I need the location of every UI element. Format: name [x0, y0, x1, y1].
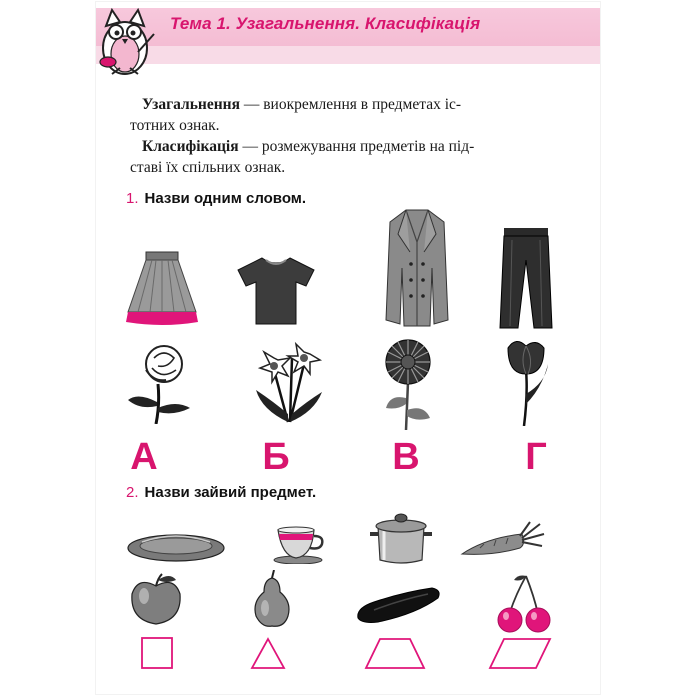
- answer-letter-v: В: [392, 436, 420, 478]
- definition-text-cont: ставі їх спільних ознак.: [130, 159, 286, 176]
- pot-icon: [366, 510, 436, 566]
- cherries-icon: [496, 574, 554, 634]
- pear-icon: [250, 570, 294, 628]
- tshirt-icon: [236, 256, 316, 326]
- definition-classification: [130, 136, 560, 178]
- trousers-icon: [498, 226, 554, 330]
- aster-icon: [378, 338, 438, 430]
- task-1-instruction: [126, 190, 306, 207]
- daffodils-icon: [252, 340, 326, 424]
- definition-text: — розмежування предметів на під-: [238, 138, 475, 155]
- cup-icon: [270, 524, 326, 564]
- definition-generalization: [130, 94, 560, 136]
- tulip-icon: [502, 334, 552, 426]
- plate-icon: [126, 532, 226, 564]
- cucumber-icon: [354, 584, 442, 624]
- answer-letter-g: Г: [525, 436, 547, 478]
- definition-text: — виокремлення в предметах іс-: [239, 96, 462, 113]
- rose-icon: [124, 344, 198, 424]
- parallelogram-icon: [488, 636, 552, 670]
- page-title: Тема 1. Узагальнення. Класифікація: [170, 14, 481, 33]
- task-text: Назви одним словом.: [144, 190, 307, 207]
- definition-text-cont: тотних ознак.: [130, 117, 220, 134]
- task-number: 2.: [126, 484, 139, 501]
- term: Класифікація: [142, 138, 239, 155]
- term: Узагальнення: [142, 96, 240, 113]
- skirt-icon: [126, 250, 198, 326]
- owl-mascot-icon: [94, 4, 156, 78]
- task-2-instruction: [126, 484, 316, 501]
- answer-letter-a: А: [130, 436, 158, 478]
- coat-icon: [384, 208, 450, 328]
- apple-icon: [128, 572, 184, 626]
- task-number: 1.: [126, 190, 139, 207]
- task-text: Назви зайвий предмет.: [144, 484, 317, 501]
- triangle-icon: [248, 636, 288, 670]
- answer-letter-b: Б: [262, 436, 290, 478]
- square-icon: [138, 636, 178, 670]
- carrot-icon: [456, 520, 546, 564]
- trapezoid-icon: [362, 636, 428, 670]
